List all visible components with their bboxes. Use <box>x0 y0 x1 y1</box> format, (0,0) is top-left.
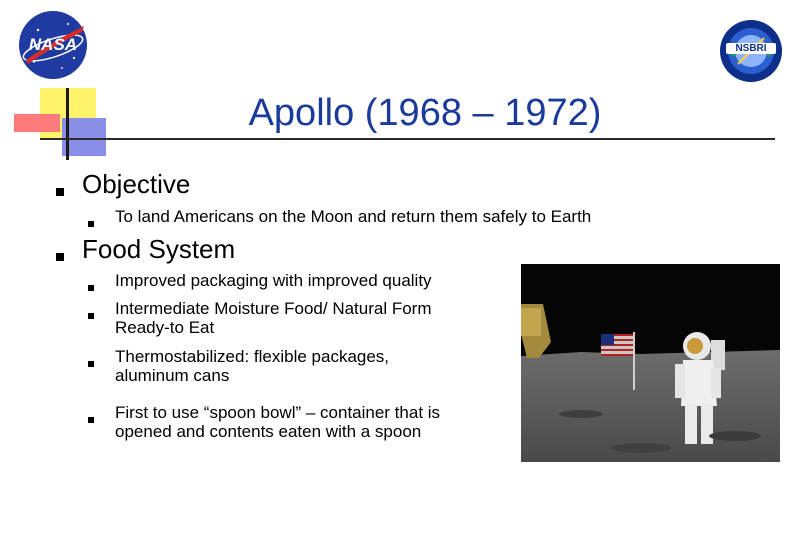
sub-bullet-marker <box>88 214 94 232</box>
slide-title: Apollo (1968 – 1972) <box>248 92 602 134</box>
food-item-aluminum-cans: aluminum cans <box>115 366 230 385</box>
bullet-marker <box>56 183 64 201</box>
section-heading-food-system: Food System <box>82 234 236 264</box>
food-item-intermediate-moisture: Intermediate Moisture Food/ Natural Form <box>115 299 432 318</box>
section-heading-objective: Objective <box>82 169 191 199</box>
astronaut-flag-image <box>521 264 780 462</box>
decor-red-block <box>14 114 60 132</box>
food-item-spoon-bowl-cont: opened and contents eaten with a spoon <box>115 422 422 441</box>
food-item-ready-to-eat: Ready-to Eat <box>115 318 215 337</box>
sub-bullet-marker <box>88 354 94 372</box>
food-item-spoon-bowl: First to use “spoon bowl” – container that is <box>115 403 441 422</box>
sub-bullet-marker <box>88 410 94 428</box>
food-item-thermostabilized: Thermostabilized: flexible packages, <box>115 347 390 366</box>
objective-item-text: To land Americans on the Moon and return them safely to Earth <box>115 207 592 226</box>
nasa-logo <box>16 8 90 82</box>
nasa-logo-text: NASA <box>28 35 78 54</box>
food-item-packaging: Improved packaging with improved quality <box>115 271 432 290</box>
title-underline-rule <box>40 138 775 140</box>
nsbri-logo-text: NSBRI <box>726 43 776 54</box>
sub-bullet-marker <box>88 306 94 324</box>
sub-bullet-marker <box>88 278 94 296</box>
decor-vertical-rule <box>66 88 69 160</box>
apollo-moon-photo <box>521 264 780 462</box>
bullet-marker <box>56 248 64 266</box>
nsbri-logo <box>718 18 784 84</box>
